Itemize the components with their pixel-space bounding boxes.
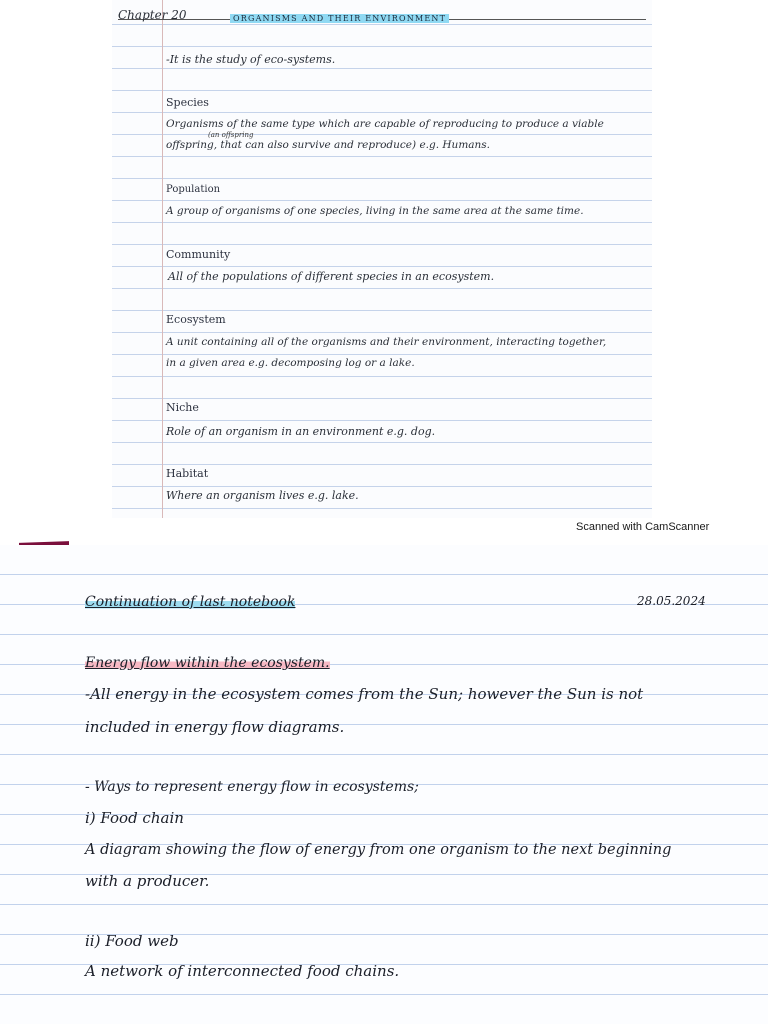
energy-line-2: included in energy flow diagrams.	[85, 718, 345, 736]
term-species: Species	[166, 96, 209, 109]
niche-definition: Role of an organism in an environment e.g. dog.	[166, 425, 436, 438]
scanner-caption: Scanned with CamScanner	[576, 521, 710, 533]
food-chain-definition-line-2: with a producer.	[85, 872, 210, 890]
food-chain-definition-line-1: A diagram showing the flow of energy from one organism to the next beginning	[85, 842, 672, 858]
term-niche: Niche	[166, 401, 199, 414]
continuation-note: Continuation of last notebook	[85, 594, 296, 610]
term-food-web: ii) Food web	[85, 932, 179, 950]
term-food-chain: i) Food chain	[85, 809, 184, 827]
page-title: ORGANISMS AND THEIR ENVIRONMENT	[230, 14, 449, 23]
margin-rule	[162, 0, 163, 518]
species-definition-line-2: offspring, that can also survive and reproduce) e.g. Humans.	[166, 139, 491, 151]
community-definition: All of the populations of different species in an ecosystem.	[168, 270, 495, 283]
intro-line: -It is the study of eco-systems.	[166, 53, 336, 66]
species-definition-line-1: Organisms of the same type which are capable of reproducing to produce a viable	[166, 118, 604, 130]
term-habitat: Habitat	[166, 467, 209, 480]
species-caret-note: (an offspring	[208, 131, 254, 139]
section-heading: Energy flow within the ecosystem.	[85, 655, 330, 671]
population-definition: A group of organisms of one species, living in the same area at the same time.	[166, 205, 584, 217]
ecosystem-definition-line-2: in a given area e.g. decomposing log or a lake.	[166, 357, 415, 369]
habitat-definition: Where an organism lives e.g. lake.	[166, 489, 359, 502]
chapter-label: Chapter 20	[118, 8, 187, 22]
ecosystem-definition-line-1: A unit containing all of the organisms and their environment, interacting together,	[166, 336, 607, 348]
ways-line: - Ways to represent energy flow in ecosystems;	[85, 779, 419, 795]
term-population: Population	[166, 184, 221, 195]
term-ecosystem: Ecosystem	[166, 313, 226, 326]
entry-date: 28.05.2024	[637, 594, 706, 608]
food-web-definition: A network of interconnected food chains.	[85, 962, 400, 980]
energy-line-1: -All energy in the ecosystem comes from the Sun; however the Sun is not	[85, 685, 644, 703]
term-community: Community	[166, 248, 231, 261]
